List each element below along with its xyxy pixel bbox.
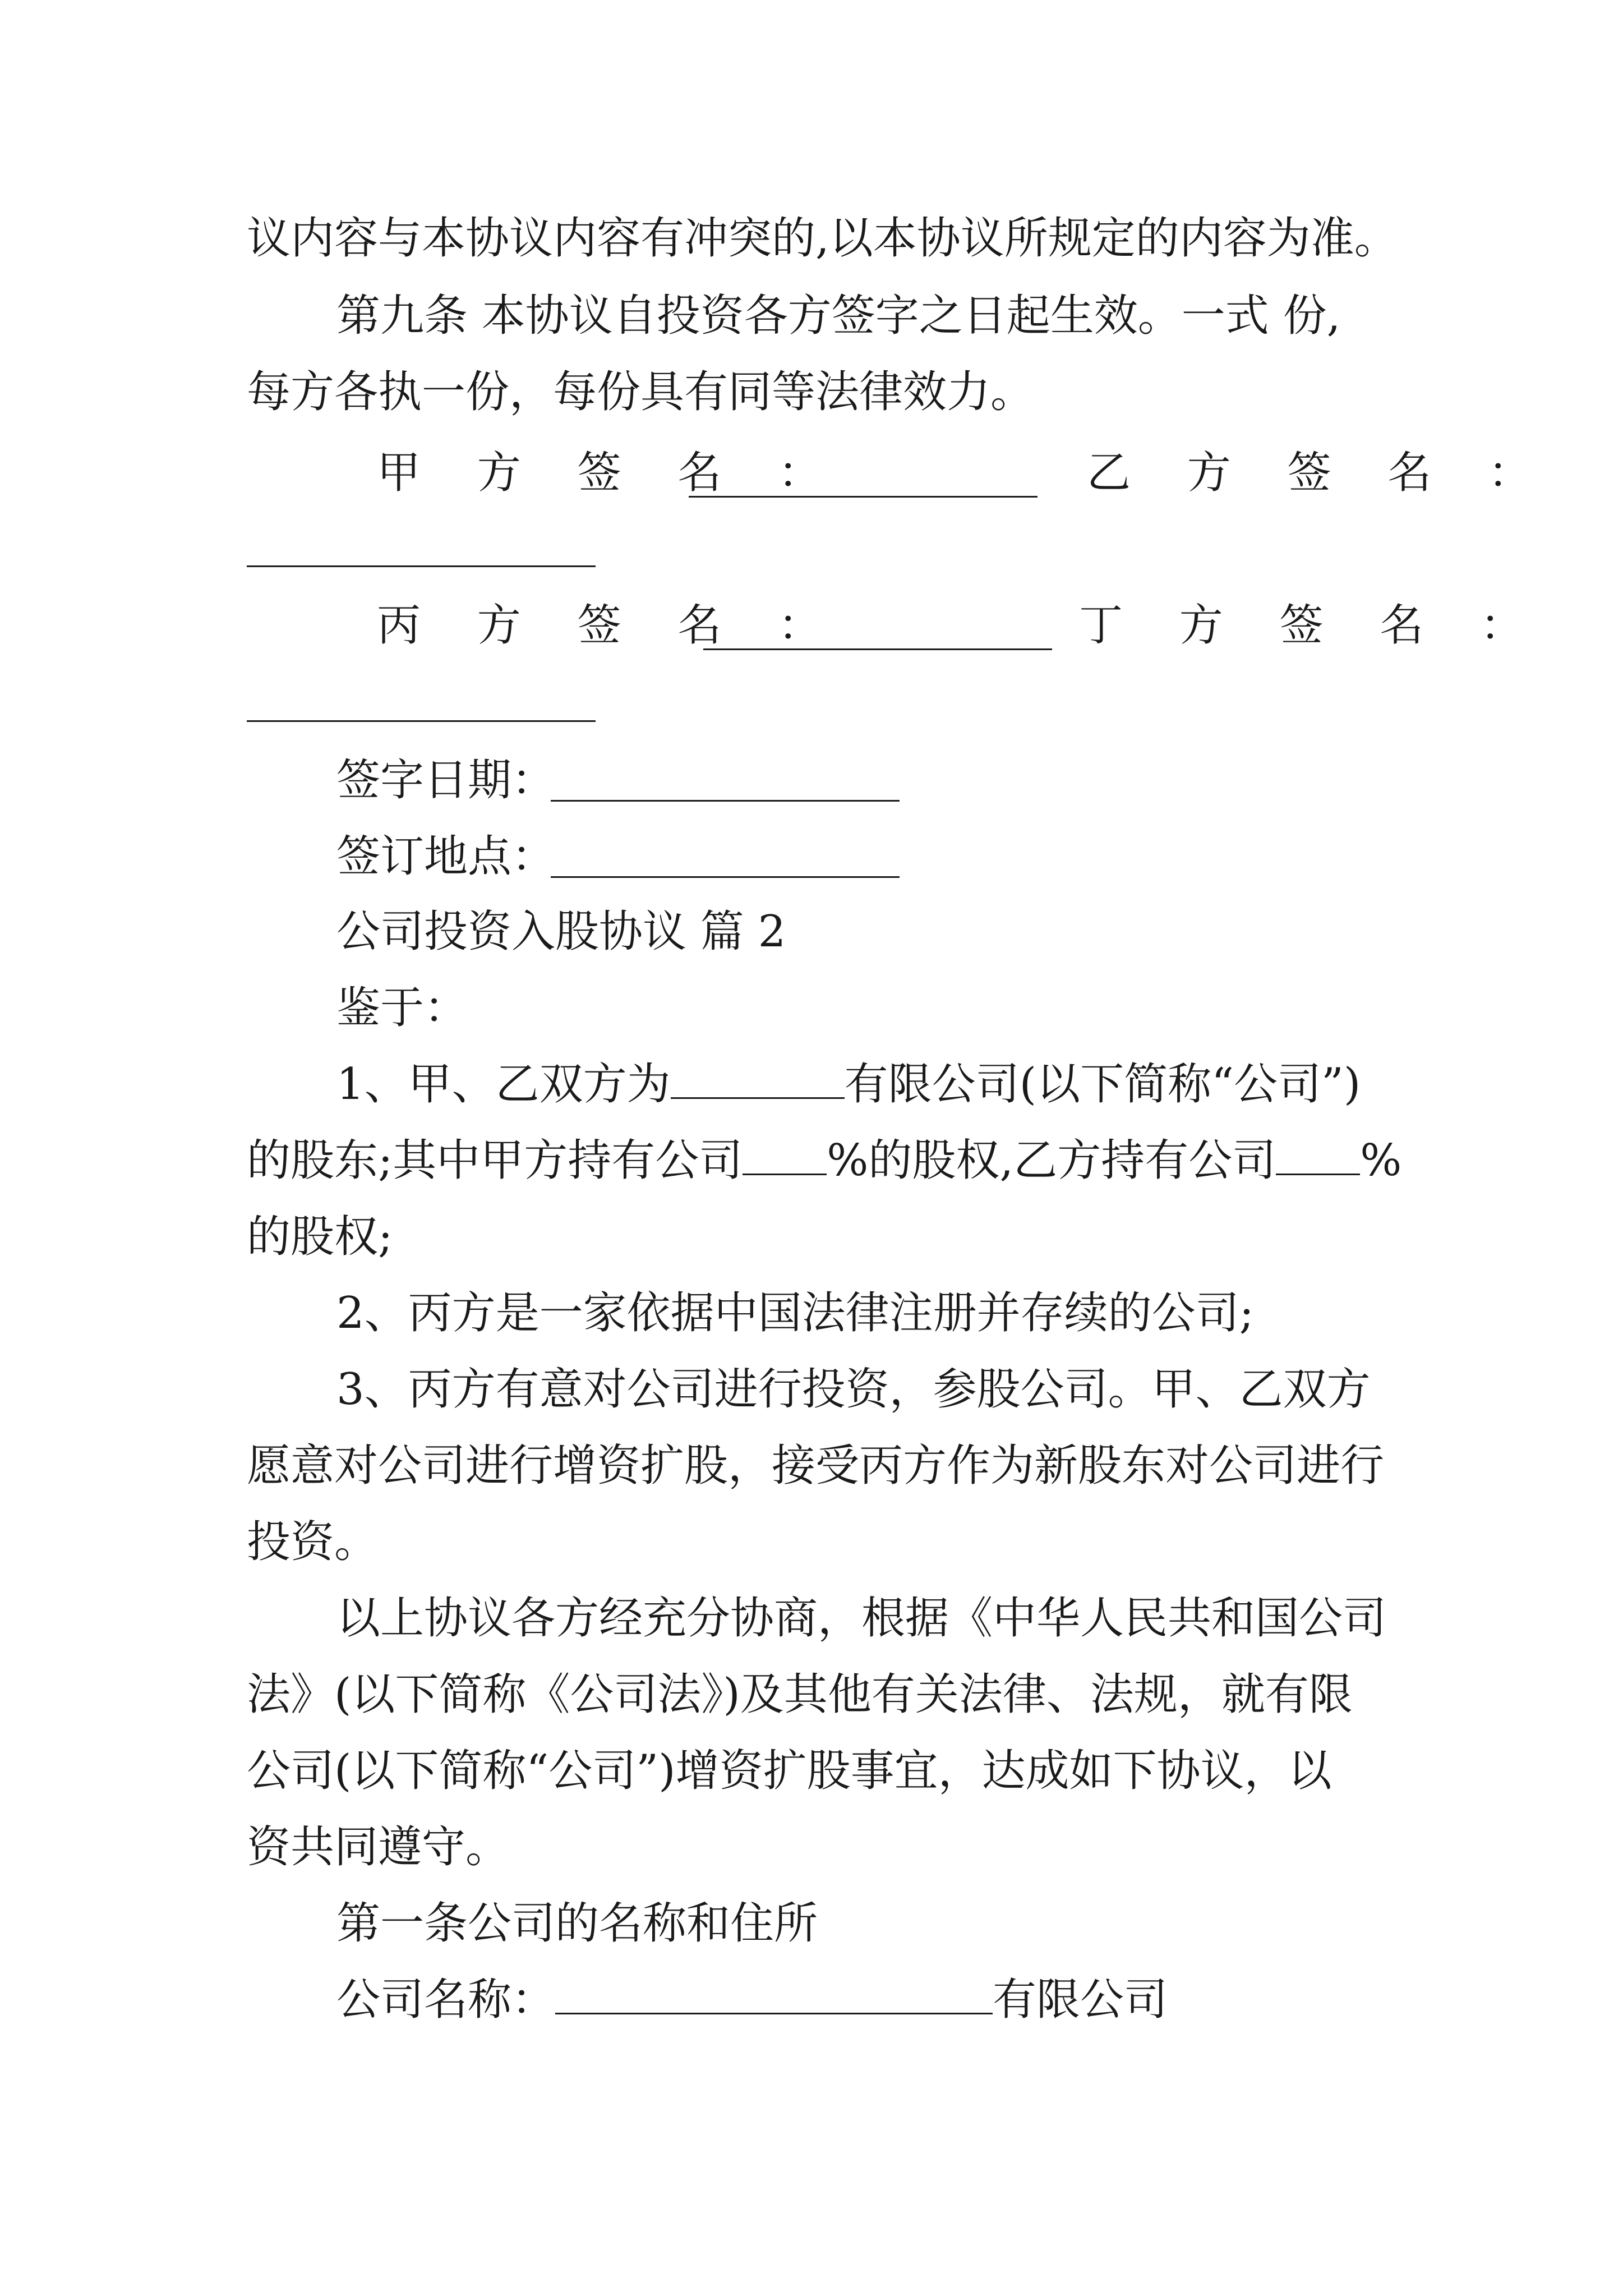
item-1-line-3: 的股权;	[247, 1212, 393, 1262]
signature-d-label: 丁 方 签 名 ：	[1079, 600, 1546, 651]
signature-a-blank[interactable]	[689, 496, 1038, 498]
signature-c-label: 丙 方 签 名 ：	[377, 600, 843, 651]
company-name-label: 公司名称：	[336, 1975, 556, 2025]
item-2: 2、丙方是一家依据中国法律注册并存续的公司;	[336, 1288, 1254, 1338]
paragraph-line: 议内容与本协议内容有冲突的,以本协议所规定的内容为准。	[247, 213, 1398, 264]
whereas-heading: 鉴于：	[336, 983, 468, 1033]
article-nine-line-2: 每方各执一份，每份具有同等法律效力。	[247, 367, 1035, 417]
company-name-blank[interactable]	[671, 1097, 845, 1099]
item-3-line-3: 投资。	[247, 1517, 379, 1567]
paragraph-line-4: 资共同遵守。	[247, 1822, 510, 1872]
party-b-share-blank[interactable]	[1276, 1174, 1360, 1175]
section-title: 公司投资入股协议 篇 2	[336, 907, 786, 957]
signature-a-label: 甲 方 签 名 ：	[377, 448, 843, 498]
item-3-line-1: 3、丙方有意对公司进行投资，参股公司。甲、乙双方	[336, 1364, 1371, 1415]
signature-d-blank[interactable]	[247, 720, 596, 722]
item-3-line-2: 愿意对公司进行增资扩股，接受丙方作为新股东对公司进行	[247, 1441, 1385, 1491]
paragraph-line-2: 法》(以下简称《公司法》)及其他有关法律、法规，就有限	[247, 1669, 1353, 1720]
item-1-text-b: 有限公司(以下简称“公司”)	[844, 1059, 1361, 1110]
party-a-share-blank[interactable]	[743, 1174, 827, 1175]
company-name-line	[336, 1975, 1168, 2025]
paragraph-line-1: 以上协议各方经充分协商，根据《中华人民共和国公司	[336, 1593, 1387, 1644]
company-name-field[interactable]	[555, 2013, 993, 2014]
signing-place-blank[interactable]	[551, 876, 900, 878]
item-1-text-a: 1、甲、乙双方为	[336, 1059, 671, 1110]
item-1-line-2-a: 的股东;其中甲方持有公司	[247, 1135, 743, 1186]
signature-b-label: 乙 方 签 名 ：	[1087, 448, 1553, 498]
signature-c-blank[interactable]	[703, 648, 1052, 650]
article-1-title: 第一条公司的名称和住所	[336, 1898, 818, 1949]
item-1-line-2-b: %的股权,乙方持有公司	[827, 1135, 1276, 1186]
article-nine-line: 第九条 本协议自投资各方签字之日起生效。一式 份,	[336, 291, 1341, 341]
company-name-suffix: 有限公司	[993, 1975, 1168, 2025]
signing-date-blank[interactable]	[551, 800, 900, 802]
paragraph-line-3: 公司(以下简称“公司”)增资扩股事宜，达成如下协议，以	[247, 1746, 1332, 1796]
item-1-line-2	[247, 1135, 1402, 1186]
signing-date-label: 签字日期：	[336, 755, 556, 806]
item-1-line-2-c: %	[1360, 1135, 1402, 1186]
item-1-line-1	[336, 1059, 1361, 1110]
signature-b-blank[interactable]	[247, 565, 596, 567]
signing-place-label: 签订地点：	[336, 831, 556, 882]
